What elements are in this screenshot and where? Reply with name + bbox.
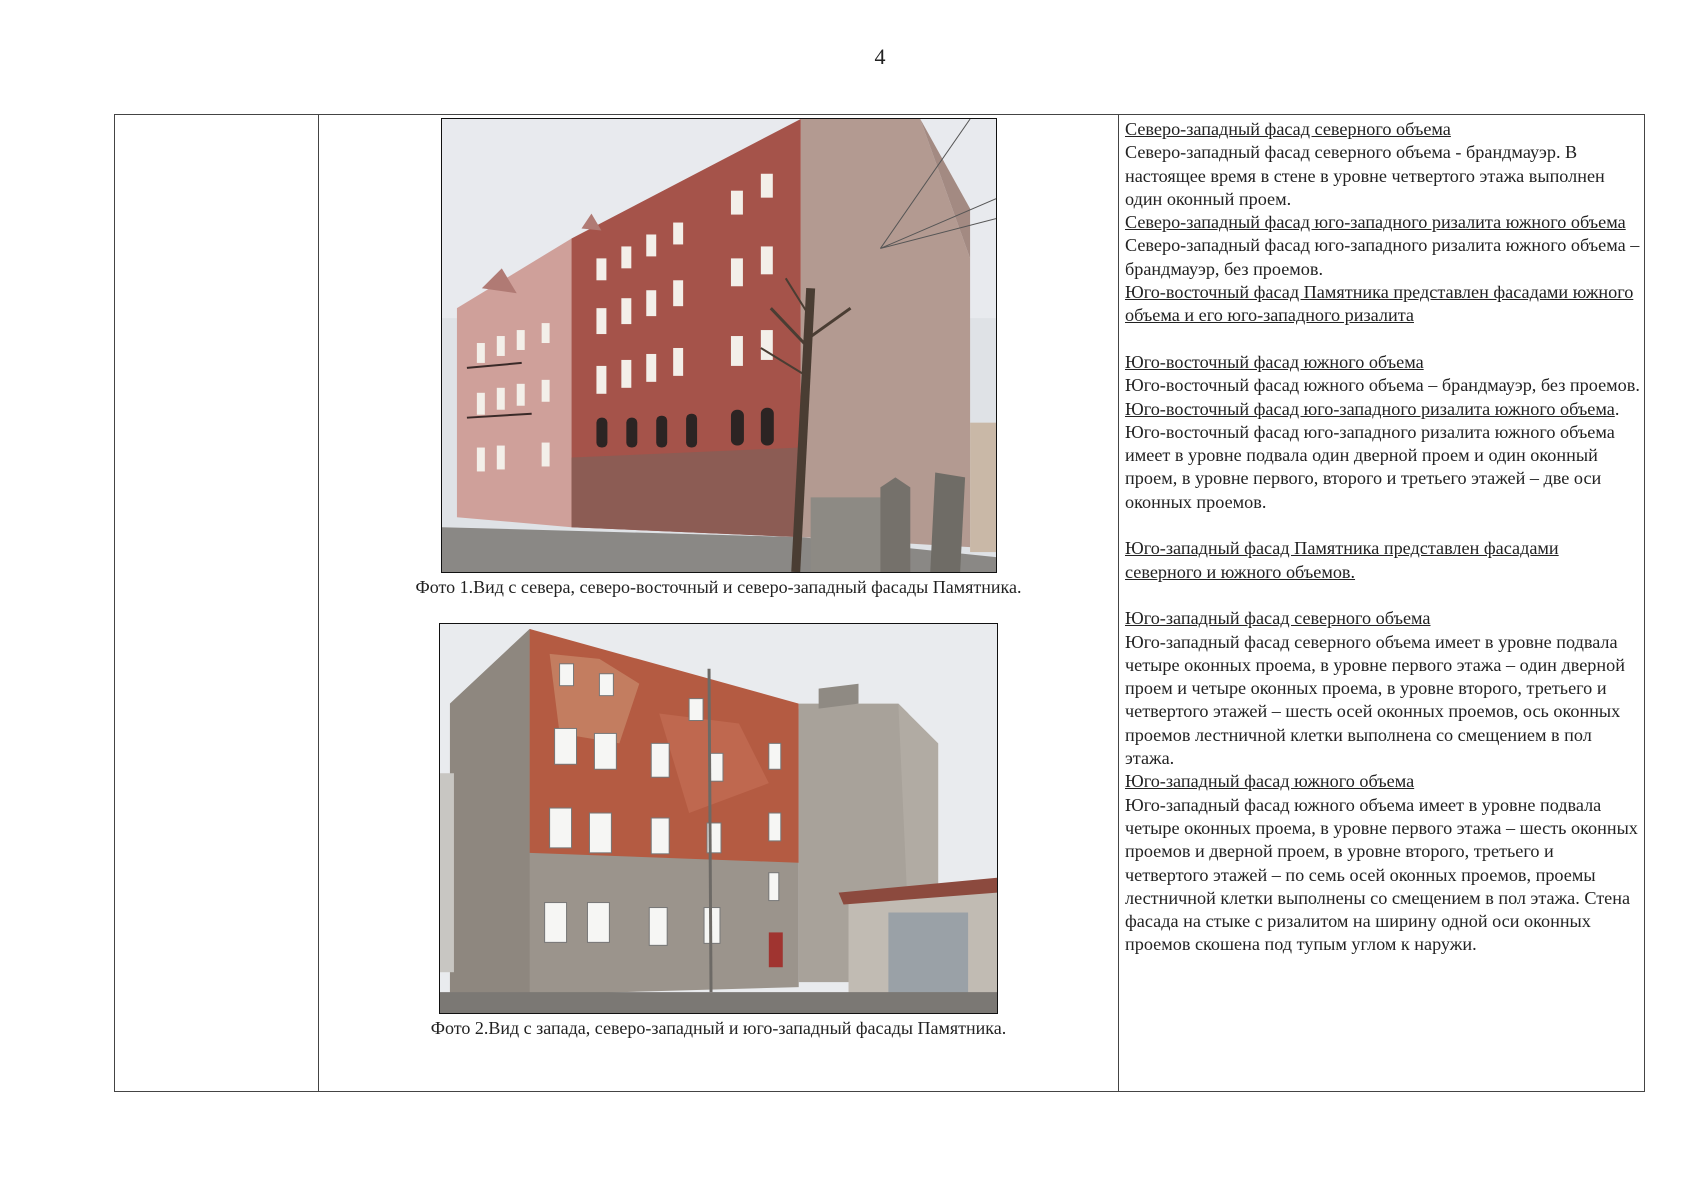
photo-2-caption: Фото 2.Вид с запада, северо-западный и юго-западный фасады Памятника. — [430, 1018, 1007, 1038]
paragraph-sw-facade-south-volume: Юго-западный фасад южного объема имеет в уровне подвала четыре оконных проема, в уровне первого этажа – шесть оконных проемов и дверной проем, в уровне второго, третьего и четвертого этажей – по семь осей оконных проемов, проемы лестничной клетки выполнены со смещением в пол этажа. Стена фасада на стыке с ризалитом на ширину одной оси оконных проемов скошена под тупым углом к наружи. — [1125, 794, 1638, 955]
heading-se-facade-risalit-line — [1125, 398, 1640, 421]
facade-description — [1125, 118, 1640, 957]
document-table — [114, 114, 1645, 1092]
photo-north-view — [441, 118, 997, 573]
heading-nw-facade-risalit: Северо-западный фасад юго-западного ризалита южного объема — [1125, 212, 1626, 233]
spacer — [1125, 514, 1640, 537]
heading-se-facade-risalit: Юго-восточный фасад юго-западного ризалита южного объема — [1125, 398, 1615, 419]
paragraph-sw-facade-north-volume: Юго-западный фасад северного объема имеет в уровне подвала четыре оконных проема, в уровне первого этажа – один дверной проем и четыре оконных проема, в уровне второго, третьего и четвертого этажей – шесть осей оконных проемов, ось оконных проемов лестничной клетки выполнена со смещением в пол этажа. — [1125, 631, 1625, 769]
photo-west-view — [439, 623, 998, 1014]
heading-nw-facade-north-volume: Северо-западный фасад северного объема — [1125, 119, 1451, 139]
heading-se-facade-south-volume: Юго-восточный фасад южного объема — [1125, 351, 1424, 372]
paragraph-se-facade-risalit: Юго-восточный фасад юго-западного ризалита южного объема имеет в уровне подвала один дверной проем и один оконный проем, в уровне первого, второго и третьего этажей – две оси оконных проемов. — [1125, 421, 1615, 512]
column-divider-left — [318, 115, 319, 1091]
spacer — [1125, 328, 1640, 351]
column-divider-right — [1118, 115, 1119, 1091]
heading-sw-facade-north-volume: Юго-западный фасад северного объема — [1125, 608, 1431, 629]
heading-sw-facade-monument: Юго-западный фасад Памятника представлен фасадами северного и южного объемов. — [1125, 538, 1559, 582]
paragraph-se-facade-south-volume: Юго-восточный фасад южного объема – брандмауэр, без проемов. — [1125, 375, 1640, 396]
spacer — [1125, 584, 1640, 607]
heading-se-facade-risalit-period: . — [1614, 398, 1620, 419]
paragraph-nw-facade-risalit: Северо-западный фасад юго-западного ризалита южного объема – брандмауэр, без проемов. — [1125, 235, 1640, 279]
photo-1-caption: Фото 1.Вид с севера, северо-восточный и северо-западный фасады Памятника. — [415, 577, 1022, 597]
paragraph-nw-facade-north-volume: Северо-западный фасад северного объема - брандмауэр. В настоящее время в стене в уровне четвертого этажа выполнен один оконный проем. — [1125, 142, 1605, 209]
page-number: 4 — [874, 44, 886, 69]
heading-se-facade-monument: Юго-восточный фасад Памятника представлен фасадами южного объема и его юго-западного ризалита — [1125, 282, 1634, 326]
heading-sw-facade-south-volume: Юго-западный фасад южного объема — [1125, 771, 1415, 792]
